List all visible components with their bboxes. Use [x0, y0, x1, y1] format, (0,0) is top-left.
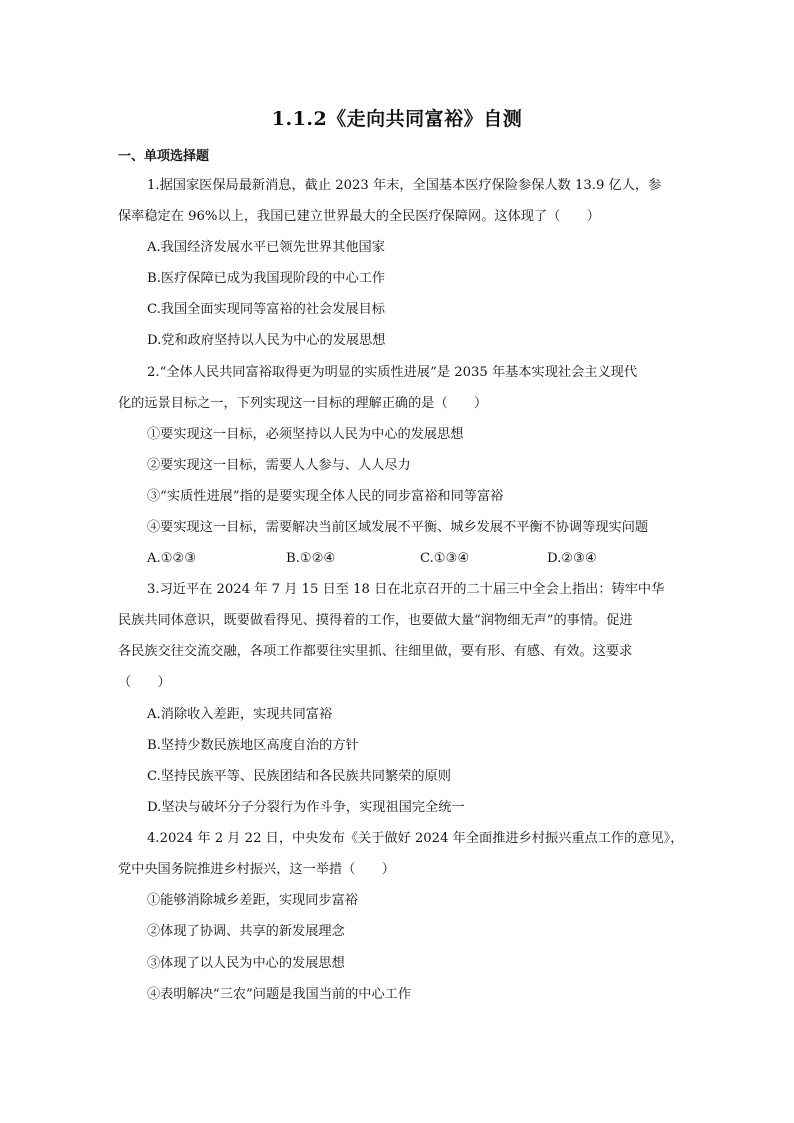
question-1-option-c: C.我国全面实现同等富裕的社会发展目标	[147, 302, 385, 317]
question-3-option-a: A.消除收入差距，实现共同富裕	[147, 707, 333, 722]
question-3-option-d: D.坚决与破坏分子分裂行为作斗争，实现祖国完全统一	[147, 800, 465, 815]
question-2-statement-1: ①要实现这一目标，必须坚持以人民为中心的发展思想	[147, 427, 464, 442]
question-4-statement-1: ①能够消除城乡差距，实现同步富裕	[147, 893, 358, 908]
question-2-statement-2: ②要实现这一目标，需要人人参与、人人尽力	[147, 458, 411, 473]
question-3-text-cont-3: （ ）	[118, 675, 171, 690]
question-4-text-cont: 党中央国务院推进乡村振兴，这一举措（ ）	[118, 862, 395, 877]
question-3-text: 3.习近平在 2024 年 7 月 15 日至 18 日在北京召开的二十届三中全会上指出：铸牢中华	[147, 582, 665, 597]
question-1-text: 1.据国家医保局最新消息，截止 2023 年末，全国基本医疗保险参保人数 13.9 亿人，参	[147, 178, 662, 193]
question-4-statement-3: ③体现了以人民为中心的发展思想	[147, 956, 345, 971]
question-2-statement-4: ④要实现这一目标，需要解决当前区域发展不平衡、城乡发展不平衡不协调等现实问题	[147, 520, 649, 535]
question-4-statement-4: ④表明解决“三农”问题是我国当前的中心工作	[147, 987, 412, 1002]
question-3-text-cont-2: 各民族交往交流交融，各项工作都要往实里抓、往细里做，要有形、有感、有效。这要求	[118, 644, 633, 659]
question-1-option-b: B.医疗保障已成为我国现阶段的中心工作	[147, 271, 386, 286]
question-3-option-b: B.坚持少数民族地区高度自治的方针	[147, 738, 359, 753]
question-3-option-c: C.坚持民族平等、民族团结和各民族共同繁荣的原则	[147, 769, 451, 784]
question-2-statement-3: ③“实质性进展”指的是要实现全体人民的同步富裕和同等富裕	[147, 489, 504, 504]
question-4-statement-2: ②体现了协调、共享的新发展理念	[147, 924, 345, 939]
question-3-text-cont-1: 民族共同体意识，既要做看得见、摸得着的工作，也要做大量“润物细无声”的事情。促进	[118, 613, 633, 628]
question-4-text: 4.2024 年 2 月 22 日，中央发布《关于做好 2024 年全面推进乡村振兴重点工作的意见》，	[147, 831, 684, 846]
question-1-option-d: D.党和政府坚持以人民为中心的发展思想	[147, 333, 386, 348]
section-heading: 一、单项选择题	[118, 149, 210, 164]
question-2-option-c: C.①③④	[420, 551, 470, 566]
document-title: 1.1.2《走向共同富裕》自测	[271, 108, 523, 130]
question-1-text-cont: 保率稳定在 96%以上，我国已建立世界最大的全民医疗保障网。这体现了（ ）	[118, 209, 600, 224]
question-2-text: 2.“全体人民共同富裕取得更为明显的实质性进展”是 2035 年基本实现社会主义现代	[147, 365, 638, 380]
question-2-option-a: A.①②③	[147, 551, 197, 566]
question-2-option-b: B.①②④	[286, 551, 336, 566]
question-2-text-cont: 化的远景目标之一，下列实现这一目标的理解正确的是（ ）	[118, 396, 488, 411]
question-1-option-a: A.我国经济发展水平已领先世界其他国家	[147, 240, 385, 255]
question-2-option-d: D.②③④	[547, 551, 597, 566]
